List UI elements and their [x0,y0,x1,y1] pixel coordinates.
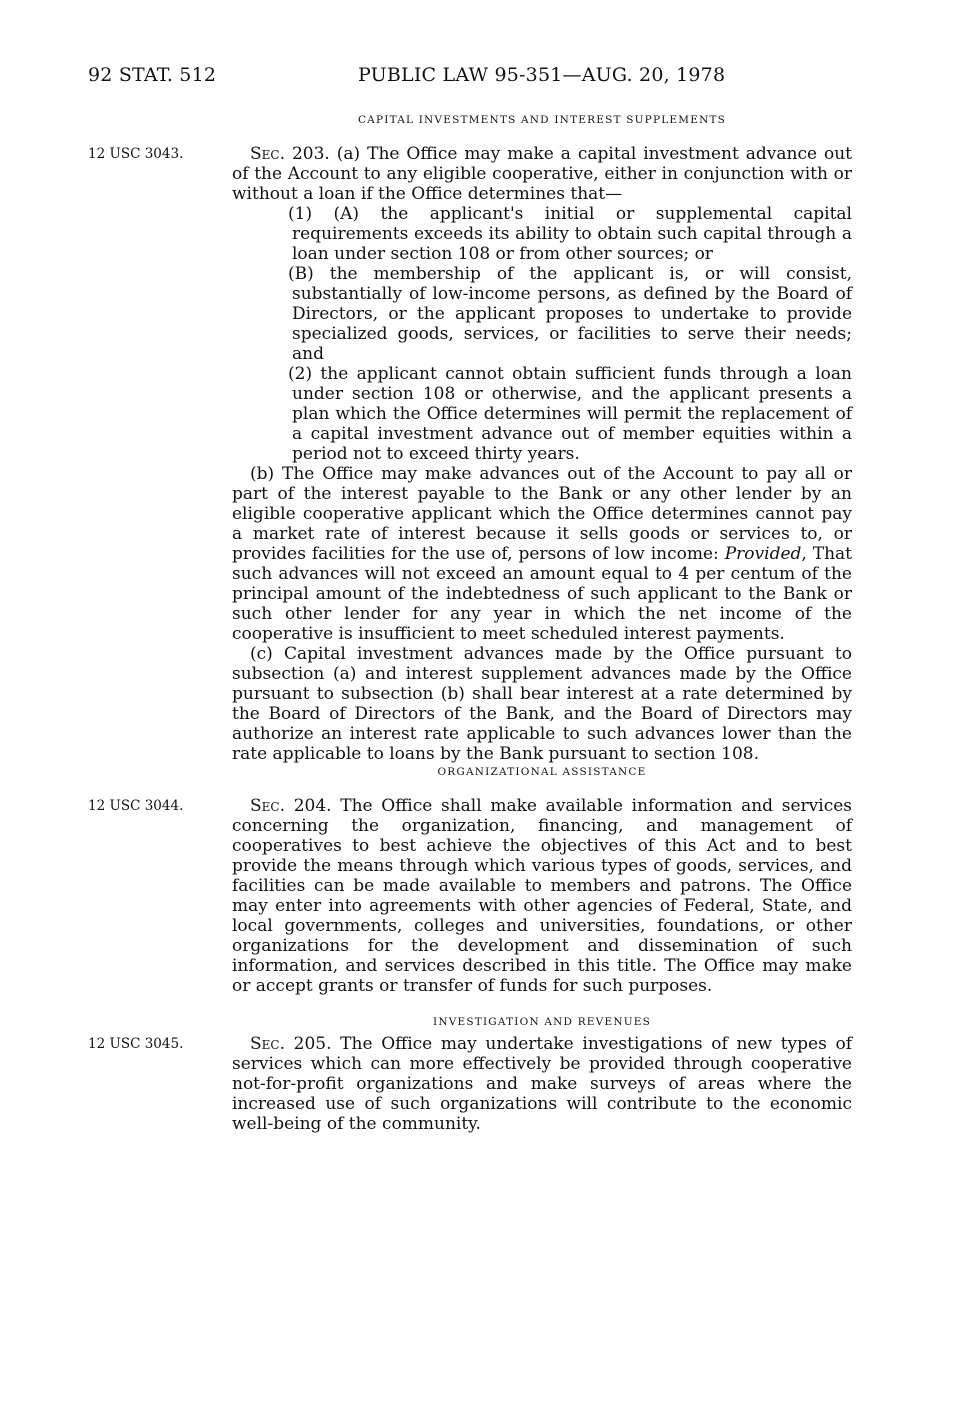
section-203-a-2: (2) the applicant cannot obtain sufficient funds through a loan under section 108 or otherwise, and the applicant presents a plan which the Office determines will permit the replacement of a capital investment advance out of member equities within a period not to exceed thirty years. [288,364,852,464]
provided-proviso: Provided [724,544,802,564]
section-204-body [232,796,852,996]
sec-label: Sec. [250,144,285,164]
section-203-a-1-A: (1) (A) the applicant's initial or supplemental capital requirements exceeds its ability to obtain such capital through a loan under section 108 or from other sources; or [288,204,852,264]
section-203-body [232,144,852,764]
section-203-a-1-B: (B) the membership of the applicant is, or will consist, substantially of low-income persons, as defined by the Board of Directors, or the applicant proposes to undertake to provide specialized goods, services, or facilities to serve their needs; and [288,264,852,364]
section-205-margin-note: 12 USC 3045. [88,1036,184,1052]
section-205-text: Sec. 205. The Office may undertake investigations of new types of services which can more effectively be provided through cooperative not-for-profit organizations and make surveys of areas where the increased use of such organizations will contribute to the economic well-being of the community. [232,1034,852,1134]
section-203-a-intro: Sec. 203. (a) The Office may make a capital investment advance out of the Account to any eligible cooperative, either in conjunction with or without a loan if the Office determines that— [232,144,852,204]
statute-page-reference: 92 STAT. 512 [88,64,217,86]
section-205-heading: INVESTIGATION AND REVENUES [432,1016,652,1028]
section-203-margin-note: 12 USC 3043. [88,146,184,162]
section-203-heading: CAPITAL INVESTMENTS AND INTEREST SUPPLEMENTS [357,114,727,126]
section-204-text: Sec. 204. The Office shall make available information and services concerning the organization, financing, and management of cooperatives to best achieve the objectives of this Act and to best provide the means through which various types of goods, services, and facilities can be made available to members and patrons. The Office may enter into agreements with other agencies of Federal, State, and local governments, colleges and universities, foundations, or other organizations for the development and dissemination of such information, and services described in this title. The Office may make or accept grants or transfer of funds for such purposes. [232,796,852,996]
section-203-b: (b) The Office may make advances out of the Account to pay all or part of the interest payable to the Bank or any other lender by an eligible cooperative applicant which the Office determines cannot pay a market rate of interest because it sells goods or services to, or provides facilities for the use of, persons of low income: Provided, That such advances will not exceed an amount equal to 4 per centum of the principal amount of the indebtedness of such applicant to the Bank or such other lender for any year in which the net income of the cooperative is insufficient to meet scheduled interest payments. [232,464,853,644]
public-law-title: PUBLIC LAW 95-351—AUG. 20, 1978 [358,64,726,86]
section-205-body [232,1034,852,1134]
section-204-heading: ORGANIZATIONAL ASSISTANCE [437,766,647,778]
sec-label: Sec. [250,796,285,816]
section-204-margin-note: 12 USC 3044. [88,798,184,814]
sec-label: Sec. [250,1034,285,1054]
section-203-c: (c) Capital investment advances made by the Office pursuant to subsection (a) and interest supplement advances made by the Office pursuant to subsection (b) shall bear interest at a rate determined by the Board of Directors of the Bank, and the Board of Directors may authorize an interest rate applicable to such advances lower than the rate applicable to loans by the Bank pursuant to section 108. [232,644,852,764]
